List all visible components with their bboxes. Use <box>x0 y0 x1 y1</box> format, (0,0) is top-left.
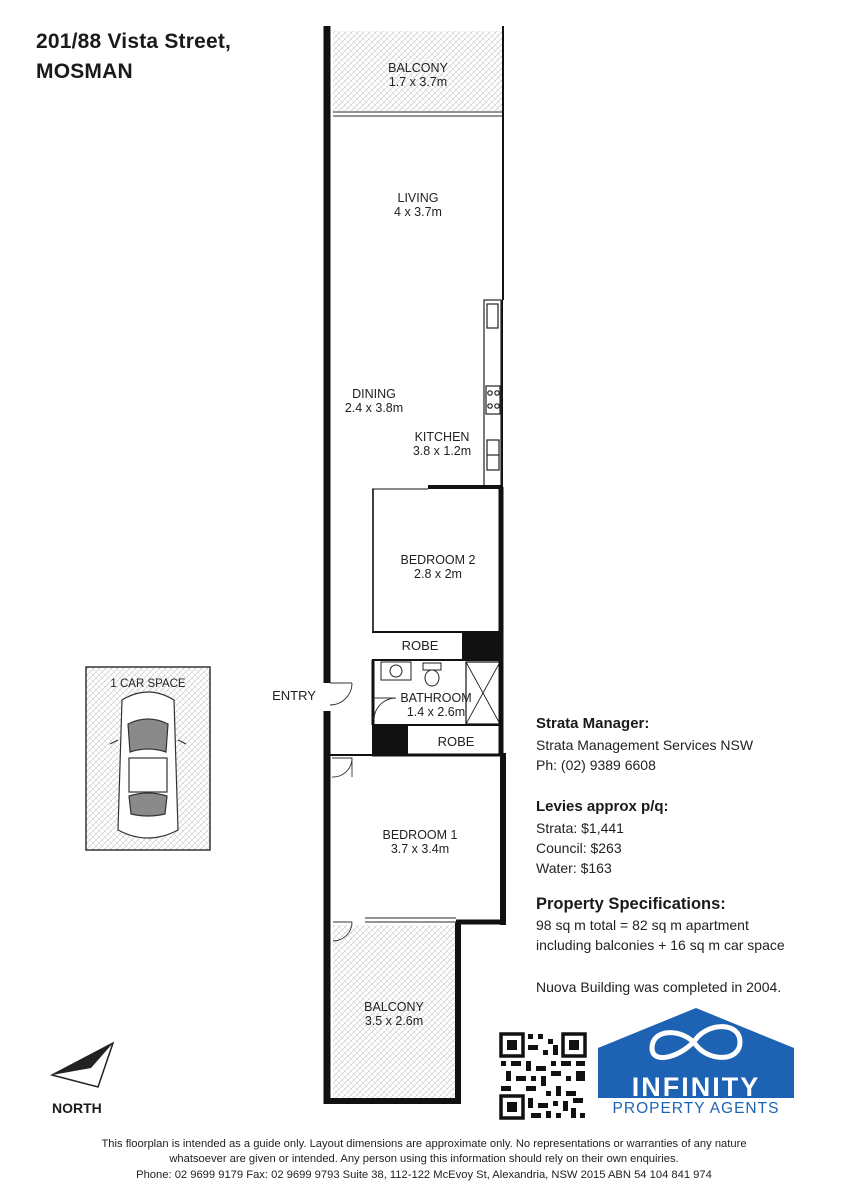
robe-1-block <box>462 632 502 660</box>
room-label-balcony-bottom: BALCONY 3.5 x 2.6m <box>364 1000 424 1028</box>
specs-heading: Property Specifications: <box>536 895 726 913</box>
specs-line-2: including balconies + 16 sq m car space <box>536 937 785 953</box>
disclaimer-line-1: This floorplan is intended as a guide only. Layout dimensions are approximate only. No representations or warranties of any nature <box>101 1138 747 1150</box>
strata-heading: Strata Manager: <box>536 715 650 732</box>
entry-door-swing <box>330 683 352 705</box>
strata-name: Strata Management Services NSW <box>536 737 754 753</box>
room-label-dining: DINING 2.4 x 3.8m <box>344 387 404 415</box>
room-label-balcony-top: BALCONY 1.7 x 3.7m <box>388 61 448 89</box>
room-label-kitchen: KITCHEN 3.8 x 1.2m <box>412 430 472 458</box>
qr-code <box>499 1032 587 1120</box>
kitchen-bench <box>484 300 501 486</box>
levy-water: Water: $163 <box>536 860 612 876</box>
address-line-2: MOSMAN <box>36 60 133 83</box>
room-label-robe-2: ROBE <box>437 734 475 749</box>
north-arrow-icon <box>52 1043 113 1087</box>
strata-phone: Ph: (02) 9389 6608 <box>536 757 656 773</box>
balcony-bottom-door <box>365 918 456 922</box>
north-label: NORTH <box>52 1100 102 1116</box>
entry-label: ENTRY <box>272 688 316 703</box>
logo-name: INFINITY <box>631 1072 761 1102</box>
car-space-label: 1 CAR SPACE <box>110 678 186 690</box>
bedroom-1-door-swing <box>332 758 352 777</box>
levy-council: Council: $263 <box>536 840 622 856</box>
car-icon <box>110 692 186 838</box>
room-label-robe-1: ROBE <box>401 638 439 653</box>
building-note: Nuova Building was completed in 2004. <box>536 979 782 995</box>
levies-heading: Levies approx p/q: <box>536 798 669 815</box>
robe-2-block <box>372 725 408 755</box>
specs-line-1: 98 sq m total = 82 sq m apartment <box>536 917 749 933</box>
address-line-1: 201/88 Vista Street, <box>36 30 232 53</box>
room-label-bathroom: BATHROOM 1.4 x 2.6m <box>400 691 472 719</box>
room-label-bedroom-1: BEDROOM 1 3.7 x 3.4m <box>382 828 458 856</box>
contact-line: Phone: 02 9699 9179 Fax: 02 9699 9793 Suite 38, 112-122 McEvoy St, Alexandria, NSW 2015 ABN 54 104 841 974 <box>136 1169 712 1181</box>
balcony-top-door <box>333 112 502 116</box>
logo-tagline: PROPERTY AGENTS <box>612 1100 780 1117</box>
room-label-living: LIVING 4 x 3.7m <box>394 191 442 219</box>
levy-strata: Strata: $1,441 <box>536 820 624 836</box>
bathroom-fixtures <box>381 662 441 686</box>
room-label-bedroom-2: BEDROOM 2 2.8 x 2m <box>400 553 476 581</box>
disclaimer-line-2: whatsoever are given or intended. Any person using this information should rely on their own enquiries. <box>169 1153 679 1165</box>
